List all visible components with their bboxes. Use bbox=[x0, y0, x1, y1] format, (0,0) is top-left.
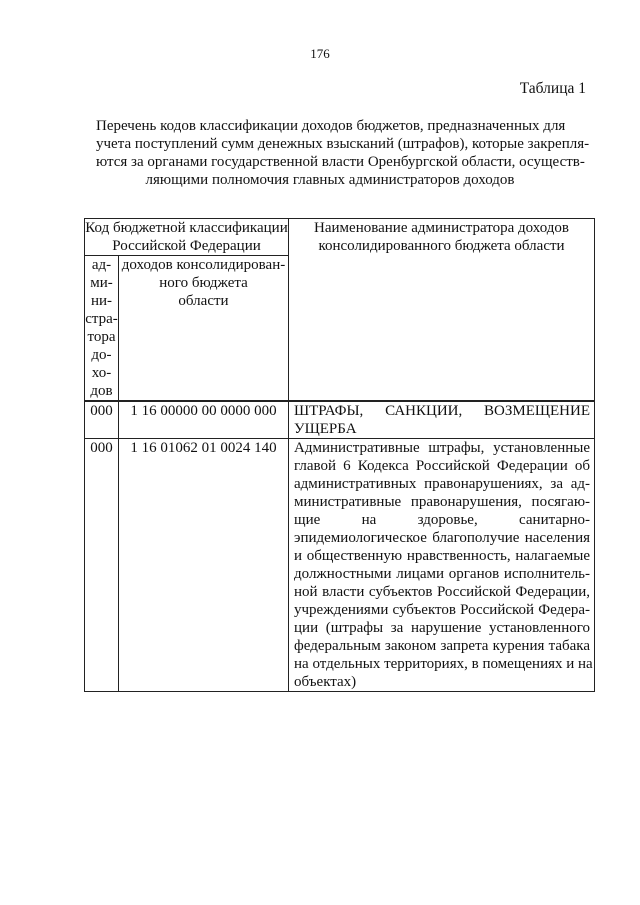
table-row bbox=[85, 439, 595, 692]
name-line: эпидемиологическое благополучие населения bbox=[294, 530, 591, 546]
name-line: федеральным законом запрета курения табака bbox=[294, 638, 591, 654]
administrator-name-cell bbox=[289, 439, 595, 692]
name-line: административных правонарушениях, за ад- bbox=[294, 476, 591, 492]
name-line: должностными лицами органов исполнитель- bbox=[294, 566, 591, 582]
income-codes-table bbox=[84, 218, 595, 692]
name-line: объектах) bbox=[294, 674, 357, 690]
admin-code-cell: 000 bbox=[85, 402, 119, 439]
header-code-group-line: Код бюджетной классификации bbox=[85, 220, 288, 236]
name-line: министративные правонарушения, посягаю- bbox=[294, 494, 591, 510]
name-line: на отдельных территориях, в помещениях и на bbox=[294, 656, 593, 672]
header-admin-line: до- bbox=[91, 347, 112, 363]
income-code-cell: 1 16 01062 01 0024 140 bbox=[119, 439, 289, 692]
header-name-line: консолидированного бюджета области bbox=[318, 238, 565, 254]
name-line: щие на здоровье, санитарно- bbox=[294, 512, 591, 528]
document-title bbox=[96, 117, 590, 189]
header-income-line: области bbox=[178, 293, 229, 309]
admin-code-cell: 000 bbox=[85, 439, 119, 692]
page-number: 176 bbox=[310, 46, 330, 61]
title-line: Перечень кодов классификации доходов бюджетов, предназначенных для bbox=[96, 118, 566, 134]
name-line: учреждениями субъектов Российской Федера- bbox=[294, 602, 591, 618]
name-line: ШТРАФЫ, САНКЦИИ, ВОЗМЕЩЕНИЕ bbox=[294, 403, 591, 419]
name-line: ции (штрафы за нарушение установленного bbox=[294, 620, 591, 636]
header-name-column bbox=[289, 219, 595, 401]
header-admin-line: тора bbox=[87, 329, 116, 345]
name-line: и общественную нравственность, налагаемые bbox=[294, 548, 591, 564]
administrator-name-cell bbox=[289, 402, 595, 439]
header-admin-line: ад- bbox=[91, 257, 112, 273]
title-line: ются за органами государственной власти Оренбургской области, осуществ- bbox=[96, 154, 585, 170]
header-code-group bbox=[85, 219, 289, 256]
header-admin-column bbox=[85, 256, 119, 401]
name-line: ной власти субъектов Российской Федерации, bbox=[294, 584, 591, 600]
name-line: Административные штрафы, установленные bbox=[294, 440, 591, 456]
table-header-row bbox=[85, 219, 595, 256]
name-line: УЩЕРБА bbox=[294, 421, 357, 437]
header-code-group-line: Российской Федерации bbox=[112, 238, 261, 254]
header-name-line: Наименование администратора доходов bbox=[314, 220, 569, 236]
header-income-line: ного бюджета bbox=[159, 275, 248, 291]
title-line: ляющими полномочия главных администраторов доходов bbox=[145, 172, 515, 188]
title-line: учета поступлений сумм денежных взысканий (штрафов), которые закрепля- bbox=[96, 136, 590, 152]
header-admin-line: ни- bbox=[90, 293, 113, 309]
income-code-cell: 1 16 00000 00 0000 000 bbox=[119, 402, 289, 439]
table-label: Таблица 1 bbox=[519, 80, 586, 97]
header-admin-line: стра- bbox=[85, 311, 118, 327]
header-admin-line: хо- bbox=[91, 365, 112, 381]
table-row bbox=[85, 402, 595, 439]
header-income-column bbox=[119, 256, 289, 401]
header-admin-line: ми- bbox=[90, 275, 113, 291]
header-admin-line: дов bbox=[90, 383, 113, 399]
header-income-line: доходов консолидирован- bbox=[121, 257, 286, 273]
name-line: главой 6 Кодекса Российской Федерации об bbox=[294, 458, 591, 474]
